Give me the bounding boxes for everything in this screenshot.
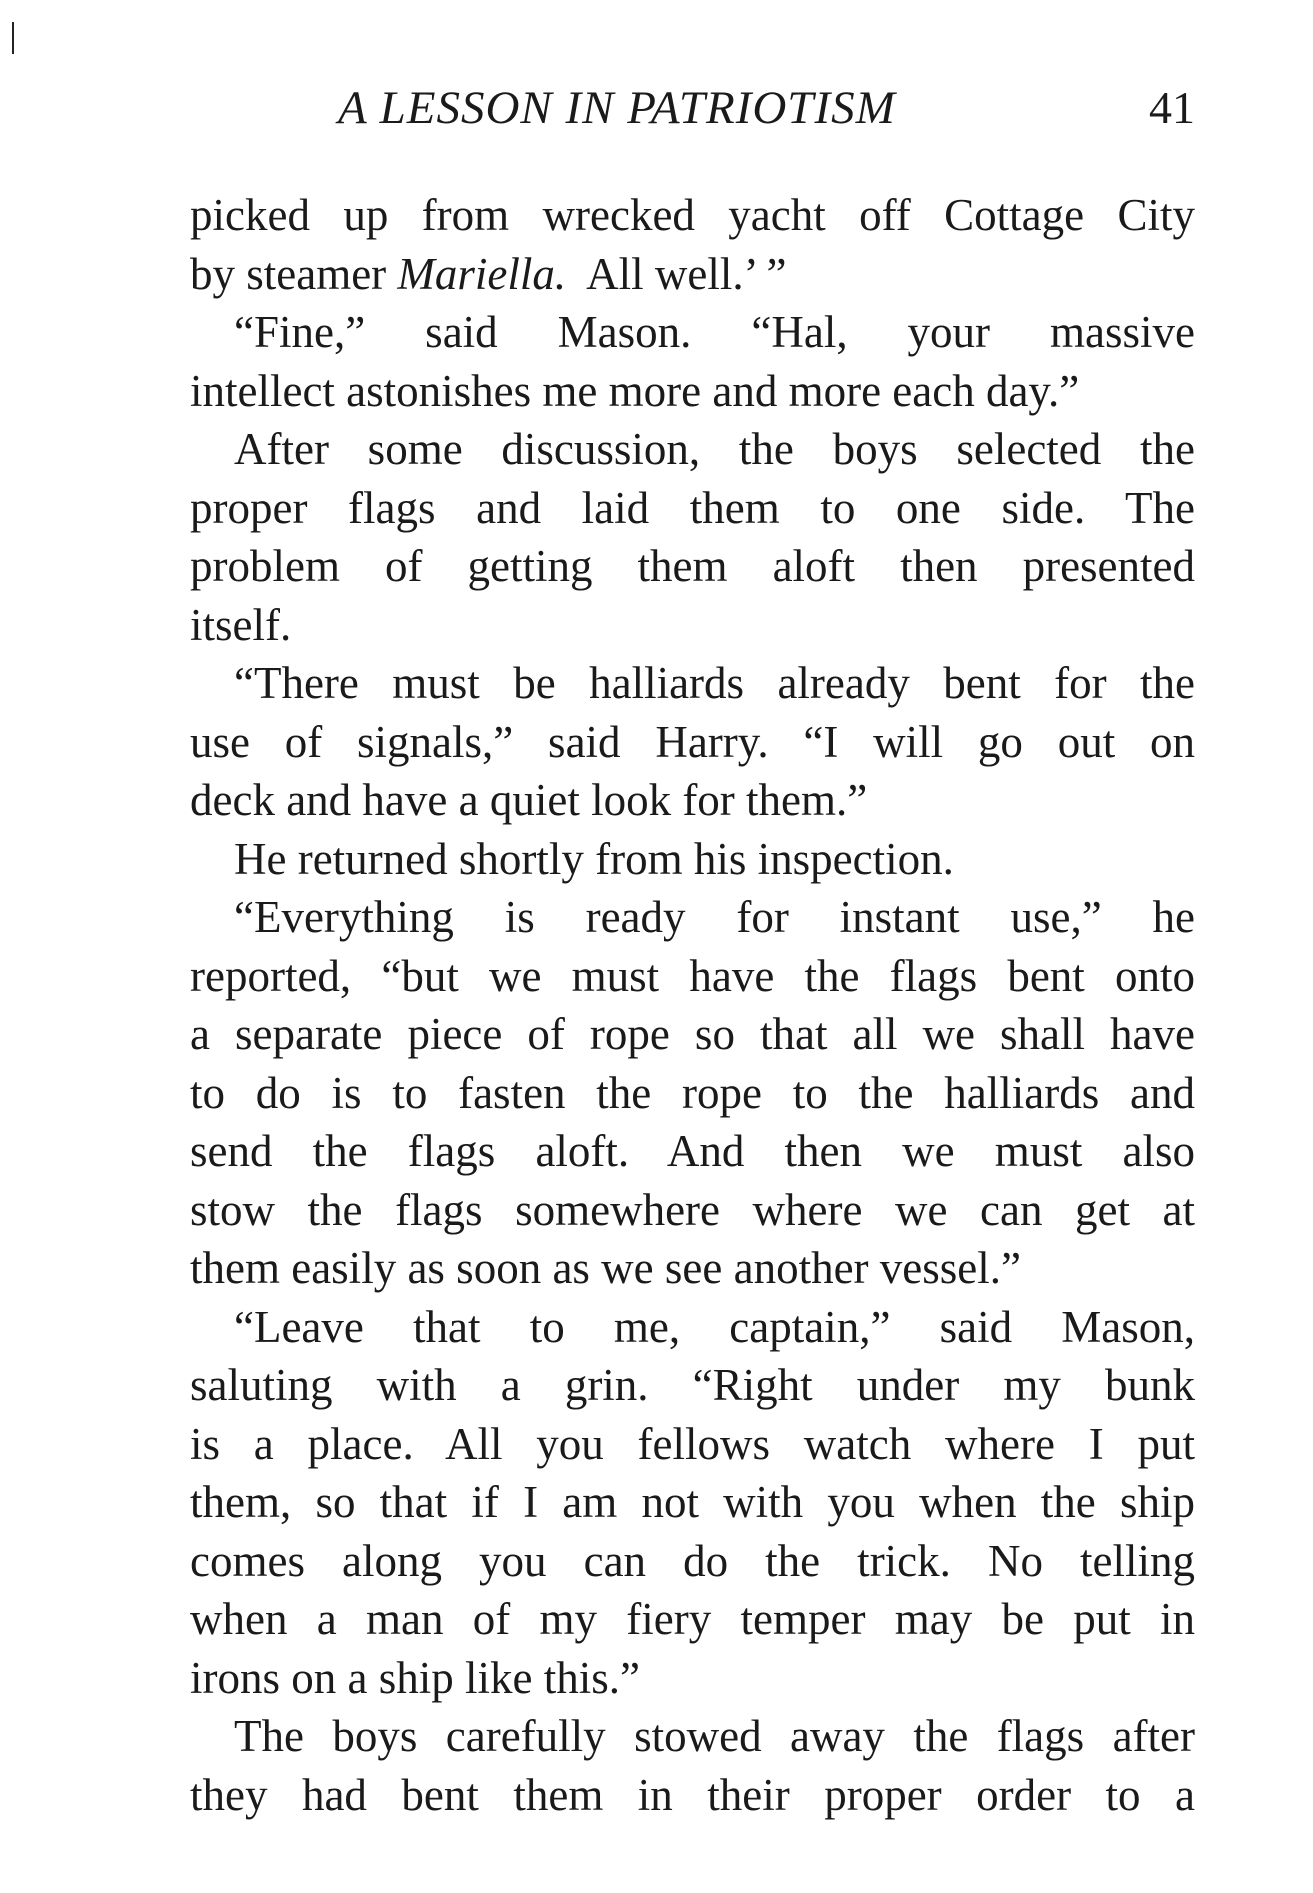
text-line: The boys carefully stowed away the flags after — [234, 1711, 1195, 1761]
text-line: when a man of my fiery temper may be put in — [190, 1594, 1195, 1644]
running-head — [190, 78, 1195, 138]
text-line: intellect astonishes me more and more each day.” — [190, 365, 1080, 416]
page-number: 41 — [1149, 82, 1195, 133]
text-line: He returned shortly from his inspection. — [234, 833, 954, 884]
text-line: they had bent them in their proper order to a — [190, 1769, 1195, 1820]
text-line: problem of getting them aloft then presented — [190, 541, 1195, 591]
text-line: proper flags and laid them to one side. The — [190, 482, 1195, 533]
text-line: a separate piece of rope so that all we shall have — [190, 1009, 1195, 1059]
text-line: is a place. All you fellows watch where I put — [190, 1418, 1195, 1469]
text-line: comes along you can do the trick. No telling — [190, 1535, 1195, 1586]
text-line: picked up from wrecked yacht off Cottage City — [190, 190, 1195, 240]
text-line: itself. — [190, 599, 292, 650]
text-line: deck and have a quiet look for them.” — [190, 775, 868, 825]
body-text — [190, 186, 1195, 1824]
text-line: reported, “but we must have the flags bent onto — [190, 950, 1195, 1001]
text-line — [190, 245, 1195, 304]
text-line: “Everything is ready for instant use,” he — [234, 892, 1195, 942]
text-line: to do is to fasten the rope to the halliards and — [190, 1067, 1195, 1118]
text-line: After some discussion, the boys selected the — [234, 424, 1195, 474]
text-line: stow the flags somewhere where we can get at — [190, 1184, 1195, 1235]
text-line: send the flags aloft. And then we must also — [190, 1126, 1195, 1176]
text-line: “Fine,” said Mason. “Hal, your massive — [234, 307, 1195, 357]
text-line: “Leave that to me, captain,” said Mason, — [234, 1301, 1195, 1352]
text-line: them easily as soon as we see another vessel.” — [190, 1243, 1021, 1293]
text-segment: All well.’ ” — [566, 248, 787, 299]
text-line: “There must be halliards already bent for the — [234, 658, 1195, 708]
page-edge-mark — [12, 22, 14, 54]
running-head-title: A LESSON IN PATRIOTISM — [338, 82, 896, 134]
text-line: saluting with a grin. “Right under my bunk — [190, 1360, 1195, 1410]
text-segment: by steamer — [190, 248, 398, 299]
text-line: them, so that if I am not with you when the ship — [190, 1477, 1195, 1527]
text-line: use of signals,” said Harry. “I will go out on — [190, 716, 1195, 767]
text-line: irons on a ship like this.” — [190, 1652, 640, 1703]
ship-name-italic: Mariella. — [397, 248, 567, 299]
